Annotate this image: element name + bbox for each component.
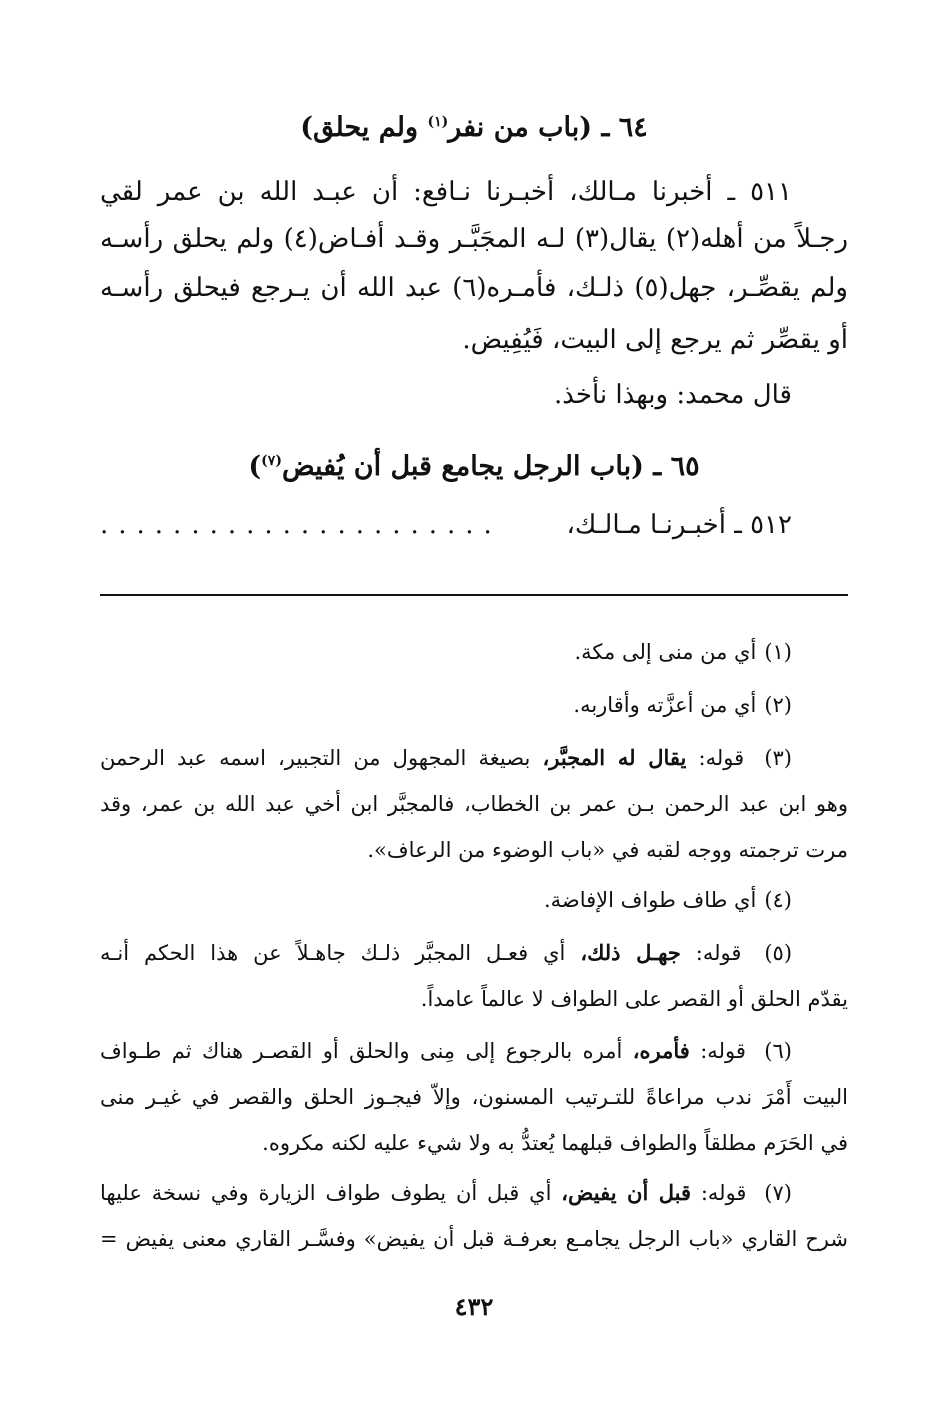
footnote-4-text: أي طاف طواف الإفاضة. (543, 888, 757, 912)
footnote-1-number: (١) (764, 640, 792, 664)
footnote-ref-7: (٧) (261, 453, 282, 469)
hadith-511-line-4: أو يقصِّر ثم يرجع إلى البيت، فَيُفِيض. (462, 325, 848, 355)
hadith-512-line (100, 505, 848, 545)
footnote-4 (100, 883, 848, 917)
footnote-7-lead: قوله: (700, 1181, 747, 1205)
section-64-title-end: ولم يحلق) (300, 112, 419, 143)
section-65-heading (100, 447, 848, 487)
footnote-7-term: قبل أن يفيض، (561, 1180, 692, 1205)
hadith-511-line-1: ٥١١ ـ أخبرنا مـالك، أخبـرنا نـافع: أن عبـد الله بن عمر لقي (100, 177, 792, 207)
footnote-1-text: أي من منى إلى مكة. (574, 640, 757, 664)
footnote-2-text: أي من أعزَّته وأقاربه. (573, 693, 757, 717)
footnote-6-number: (٦) (764, 1039, 792, 1063)
footnote-7-line-2: شرح القاري «باب الرجل يجامـع بعرفـة قبل أن يفيض» وفسَّـر القاري معنى يفيض = (100, 1227, 848, 1251)
footnote-5-line-2: يقدّم الحلق أو القصر على الطواف لا عالماً عامداً. (420, 987, 848, 1011)
section-64-number: ٦٤ ـ (601, 112, 648, 143)
footnote-5-term: جهـل ذلك، (580, 940, 681, 965)
footnote-2 (100, 688, 848, 722)
footnote-2-number: (٢) (764, 693, 792, 717)
section-64-title: (باب من نفر (448, 112, 593, 143)
footnote-6-term: فأمره، (632, 1038, 690, 1063)
hadith-512-text: ٥١٢ ـ أخبـرنـا مـالـك، (566, 510, 792, 540)
section-65-title: (باب الرجل يجامع قبل أن يُفيض (281, 451, 644, 482)
footnote-3-line-2: وهو ابن عبد الرحمن بـن عمر بن الخطاب، فالمجبَّر ابن أخي عبد الله بن عمر، وقد (100, 792, 848, 816)
footnote-7-number: (٧) (764, 1181, 792, 1205)
footnote-1 (100, 635, 848, 669)
hadith-511-line-2: رجـلاً من أهله(٢) يقال(٣) لـه المجَبَّـر وقـد أفـاض(٤) ولم يحلق رأسـه (100, 224, 848, 254)
footnote-7-text: أي قبل أن يطوف طواف الزيارة وفي نسخة عليها (100, 1181, 552, 1205)
footnote-3-lead: قوله: (698, 746, 745, 770)
section-65-number: ٦٥ ـ (653, 451, 700, 482)
hadith-512-ellipsis: ...................... (100, 510, 502, 540)
footnote-6-lead: قوله: (700, 1039, 746, 1063)
footnote-ref-1: (١) (427, 114, 449, 130)
book-page (100, 0, 848, 1403)
footnote-3-number: (٣) (764, 746, 792, 770)
page-number: ٤٣٢ (454, 1292, 494, 1321)
footnote-6-line-3: في الحَرَم مطلقاً والطواف قبلهما يُعتدُّ به ولا شيء عليه لكنه مكروه. (262, 1131, 848, 1155)
footnote-5-line-1 (100, 936, 848, 970)
footnote-3-line-3: مرت ترجمته ووجه لقبه في «باب الوضوء من الرعاف». (367, 838, 848, 862)
footnote-3-text: بصيغة المجهول من التجبير، اسمه عبد الرحمن (100, 746, 531, 770)
section-65-title-end: ) (248, 451, 262, 482)
footnote-separator (100, 594, 848, 596)
footnote-5-lead: قوله: (695, 941, 742, 965)
section-64-heading (100, 108, 848, 148)
footnote-3-line-1 (100, 741, 848, 775)
footnote-3-term: يقال له المجبَّر، (542, 745, 687, 770)
footnote-5-number: (٥) (764, 941, 793, 965)
footnote-6-line-1 (100, 1034, 848, 1068)
muhammad-saying: قال محمد: وبهذا نأخذ. (554, 380, 792, 410)
footnote-5-text: أي فعـل المجبَّر ذلـك جاهـلاً عن هذا الحكم أنـه (100, 941, 566, 965)
footnote-6-line-2: البيت أَمْرَ ندب مراعاةً للتـرتيب المسنون، وإلاّ فيجـوز الحلق والقصر في غيـر منى (100, 1085, 848, 1109)
hadith-511-line-3: ولم يقصِّـر، جهل(٥) ذلـك، فأمـره(٦) عبد الله أن يـرجع فيحلق رأسـه (100, 273, 848, 303)
footnote-4-number: (٤) (764, 888, 792, 912)
footnote-7-line-1 (100, 1176, 848, 1210)
footnote-6-text: أمره بالرجوع إلى مِنى والحلق أو القصـر هناك ثم طـواف (100, 1039, 623, 1063)
